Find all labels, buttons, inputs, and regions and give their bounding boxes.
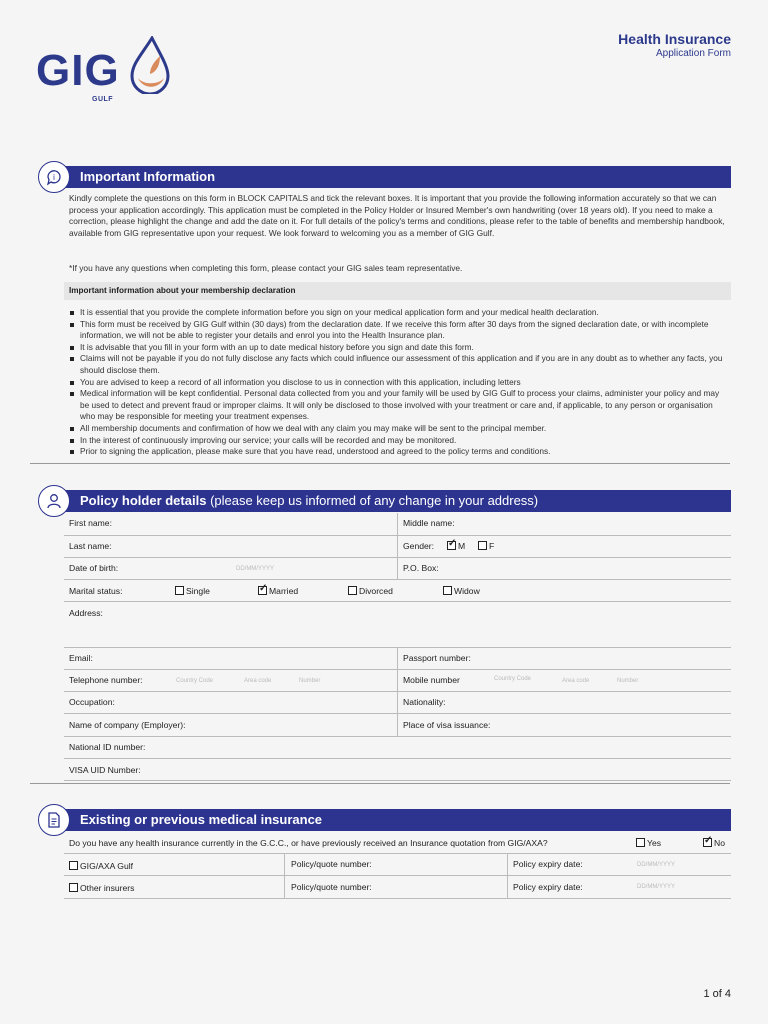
section-policy-header [64,490,731,512]
column-divider [507,854,508,899]
list-item: You are advised to keep a record of all information you disclose to us in connection with this application, including letters [69,377,729,389]
list-item: It is advisable that you fill in your form with an up to date medical history before you sign and date this form. [69,342,729,354]
list-item: All membership documents and confirmation of how we deal with any claim you may make will be sent to the principal member. [69,423,729,435]
telephone-label: Telephone number: [69,675,143,685]
last-name-label: Last name: [69,541,112,551]
declaration-list [69,307,729,458]
section-divider [30,463,730,464]
column-divider [284,854,285,899]
form-row [64,602,731,648]
yes-checkbox[interactable] [636,838,645,847]
area-code-placeholder: Area code [244,678,272,684]
number-placeholder: Number [299,678,321,684]
section-medical-header [64,809,731,831]
section-policy-title: Policy holder details [80,493,207,508]
mobile-number-placeholder: Number [617,678,639,684]
other-insurers-checkbox[interactable] [69,883,78,892]
section-medical-title: Existing or previous medical insurance [80,812,323,827]
section-divider [30,783,730,784]
list-item: Prior to signing the application, please make sure that you have read, understood and agreed to the policy terms and conditions. [69,446,729,458]
gig-axa-option[interactable]: GIG/AXA Gulf [69,861,133,871]
form-row [64,854,731,876]
passport-label: Passport number: [403,653,471,663]
mobile-area-code-placeholder: Area code [562,678,590,684]
declaration-heading: Important information about your membership declaration [64,282,731,300]
insurance-yes-option[interactable]: Yes [636,838,661,848]
marital-label: Marital status: [69,586,123,596]
section-important-title: Important Information [80,169,216,184]
gender-label: Gender: [403,541,435,551]
expiry-date-placeholder: DD/MM/YYYY [637,862,676,868]
po-box-label: P.O. Box: [403,563,439,573]
doc-subtitle: Application Form [655,48,731,59]
form-row [64,580,731,602]
contact-note: *If you have any questions when completing this form, please contact your GIG sales team representative. [69,263,463,273]
marital-married-option[interactable]: ✓ Married [258,586,298,596]
expiry-date-label: Policy expiry date: [513,882,583,892]
logo-gulf-text: GULF [92,96,114,103]
address-label: Address: [69,608,103,618]
column-divider [397,648,398,737]
logo-drop-icon [130,36,170,94]
first-name-label: First name: [69,518,112,528]
marital-widow-option[interactable]: Widow [443,586,480,596]
logo-wordmark: GIG [36,46,120,95]
national-id-label: National ID number: [69,742,146,752]
country-code-placeholder: Country Code [176,678,214,684]
divorced-checkbox[interactable] [348,586,357,595]
list-item: Claims will not be payable if you do not fully disclose any facts which could influence our assessment of this application and if you are in any doubt as to whether any facts, you should disclose them. [69,353,729,376]
middle-name-label: Middle name: [403,518,455,528]
nationality-label: Nationality: [403,697,446,707]
svg-text:i: i [52,173,56,182]
section-important-header [64,166,731,188]
marital-divorced-option[interactable]: Divorced [348,586,393,596]
info-icon [38,161,70,193]
column-divider [397,513,398,580]
list-item: This form must be received by GIG Gulf within (30 days) from the declaration date. If we receive this form after 30 days from the signed declaration date, or with incomplete information, we will not be able to register your details and enrol you into the Health Insurance plan. [69,319,729,342]
no-checkbox[interactable] [703,838,712,847]
intro-paragraph: Kindly complete the questions on this form in BLOCK CAPITALS and tick the relevant boxes. It is important that you provide the following information accurately so that we can process your application accordingly. This application must be completed in the Policy Holder or Insured Member's own handwriting (over 18 years old). If you need to make a correction, please highlight the change and add the date on it. For full details of the policy's terms and conditions, please refer to the table of benefits and membership handbook, available from GIG representative upon your request. We look forward to welcoming you as a member of GIG Gulf. [69,193,725,238]
gender-m-option[interactable]: ✓ M [447,541,465,551]
dob-label: Date of birth: [69,563,119,573]
single-checkbox[interactable] [175,586,184,595]
occupation-label: Occupation: [69,697,115,707]
visa-place-label: Place of visa issuance: [403,720,491,730]
mobile-country-code-placeholder: Country Code [494,676,532,682]
other-insurers-option[interactable]: Other insurers [69,883,134,893]
form-row [64,876,731,899]
list-item: In the interest of continuously improving our service; your calls will be recorded and may be monitored. [69,435,729,447]
widow-checkbox[interactable] [443,586,452,595]
form-row [64,759,731,781]
expiry-date-label: Policy expiry date: [513,859,583,869]
section-policy-note: (please keep us informed of any change in your address) [210,493,539,508]
existing-insurance-question: Do you have any health insurance currently in the G.C.C., or have previously received an Insurance quotation from GIG/AXA? [69,838,548,848]
employer-label: Name of company (Employer): [69,720,186,730]
marital-single-option[interactable]: Single [175,586,210,596]
page-number: 1 of 4 [703,988,731,1000]
expiry-date-placeholder: DD/MM/YYYY [637,884,676,890]
list-item: Medical information will be kept confidential. Personal data collected from you and your family will be used by GIG Gulf to process your claims, administer your policy and may be used to detect and prevent fraud or improper claims. It will only be disclosed to those involved with your treatment or care and, if applicable, to any person or organisation who may be responsible for meeting your treatment expenses. [69,388,729,423]
form-row [64,737,731,759]
gender-m-checkbox[interactable] [447,541,456,550]
gender-f-option[interactable]: F [478,541,494,551]
policy-number-label: Policy/quote number: [291,859,372,869]
list-item: It is essential that you provide the complete information before you sign on your medical application form and your medical health declaration. [69,307,729,319]
policy-number-label: Policy/quote number: [291,882,372,892]
gig-axa-checkbox[interactable] [69,861,78,870]
insurance-no-option[interactable]: ✓ No [703,838,725,848]
dob-placeholder: DD/MM/YYYY [236,566,275,572]
married-checkbox[interactable] [258,586,267,595]
doc-title: Health Insurance [618,31,731,47]
visa-uid-label: VISA UID Number: [69,765,141,775]
gender-f-checkbox[interactable] [478,541,487,550]
mobile-label: Mobile number [403,675,460,685]
email-label: Email: [69,653,93,663]
